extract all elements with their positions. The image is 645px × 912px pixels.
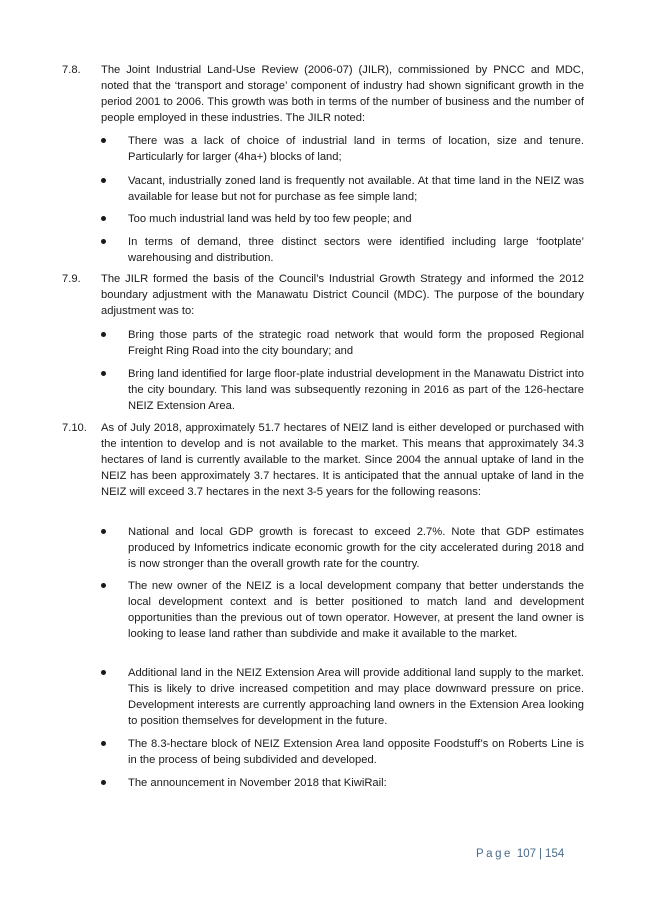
paragraph-text: The Joint Industrial Land-Use Review (2006-07) (JILR), commissioned by PNCC and MDC, noted that the ‘transport and storage’ component of industry had shown significant growth in the period 2001 to 2006. This growth was both in terms of the number of business and the number of people employed in these industries. The JILR noted: <box>101 64 584 124</box>
bullet-icon <box>101 178 106 183</box>
bullet-icon <box>101 670 106 675</box>
paragraph-7-10 <box>62 420 584 500</box>
list-item <box>101 366 584 414</box>
list-item <box>101 524 584 572</box>
bullet-icon <box>101 780 106 785</box>
bullet-icon <box>101 583 106 588</box>
bullet-icon <box>101 529 106 534</box>
list-item-text: The 8.3-hectare block of NEIZ Extension Area land opposite Foodstuff’s on Roberts Line is in the process of being subdivided and developed. <box>128 738 584 766</box>
list-item <box>101 736 584 768</box>
bullet-icon <box>101 741 106 746</box>
page-label: Page <box>476 848 513 860</box>
list-item-text: Vacant, industrially zoned land is frequently not available. At that time land in the NEIZ was available for lease but not for purchase as fee simple land; <box>128 175 584 203</box>
total-pages: 154 <box>545 848 565 860</box>
list-item-text: The new owner of the NEIZ is a local development company that better understands the local development context and is better positioned to match land and development opportunities than the previous out of town operator. However, at present the land owner is looking to lease land rather than subdivide and make it available to the market. <box>128 580 584 640</box>
list-item <box>101 133 584 165</box>
list-item-text: In terms of demand, three distinct sectors were identified including large ‘footplate’ warehousing and distribution. <box>128 236 584 264</box>
page-separator: | <box>539 848 543 860</box>
list-item <box>101 211 584 227</box>
list-item-text: Bring those parts of the strategic road network that would form the proposed Regional Freight Ring Road into the city boundary; and <box>128 329 584 357</box>
list-item-text: National and local GDP growth is forecast to exceed 2.7%. Note that GDP estimates produced by Infometrics indicate economic growth for the city accelerated during 2018 and is now stronger than the overall growth rate for the country. <box>128 526 584 570</box>
bullet-icon <box>101 332 106 337</box>
page-number: 107 <box>516 848 537 860</box>
bullet-icon <box>101 216 106 221</box>
paragraph-text: The JILR formed the basis of the Council’s Industrial Growth Strategy and informed the 2012 boundary adjustment with the Manawatu District Council (MDC). The purpose of the boundary adjustment was to: <box>101 273 584 317</box>
paragraph-text: As of July 2018, approximately 51.7 hectares of NEIZ land is either developed or purchased with the intention to develop and is not available to the market. This means that approximately 34.3 hectares of land is currently available to the market. Since 2004 the annual uptake of land in the NEIZ has been approximately 3.7 hectares. It is anticipated that the annual uptake of land in the NEIZ will exceed 3.7 hectares in the next 3-5 years for the following reasons: <box>101 422 584 498</box>
list-item <box>101 234 584 266</box>
list-item <box>101 578 584 642</box>
paragraph-number: 7.9. <box>62 273 81 285</box>
paragraph-7-8 <box>62 62 584 126</box>
page-footer <box>476 848 564 860</box>
paragraph-7-9 <box>62 271 584 319</box>
list-item <box>101 173 584 205</box>
list-item-text: Bring land identified for large floor-plate industrial development in the Manawatu District into the city boundary. This land was subsequently rezoning in 2016 as part of the 126-hectare NEIZ Extension Area. <box>128 368 584 412</box>
list-item <box>101 327 584 359</box>
list-item-text: Additional land in the NEIZ Extension Area will provide additional land supply to the market. This is likely to drive increased competition and may place downward pressure on price. Development interests are currently approaching land owners in the Extension Area looking to position themselves for development in the future. <box>128 667 584 727</box>
list-item-text: Too much industrial land was held by too few people; and <box>128 213 412 225</box>
paragraph-number: 7.8. <box>62 64 81 76</box>
list-item <box>101 665 584 729</box>
bullet-icon <box>101 371 106 376</box>
list-item-text: There was a lack of choice of industrial land in terms of location, size and tenure. Particularly for larger (4ha+) blocks of land; <box>128 135 584 163</box>
paragraph-number: 7.10. <box>62 422 87 434</box>
list-item-text: The announcement in November 2018 that KiwiRail: <box>128 777 387 789</box>
bullet-icon <box>101 138 106 143</box>
bullet-icon <box>101 239 106 244</box>
list-item <box>101 775 584 791</box>
